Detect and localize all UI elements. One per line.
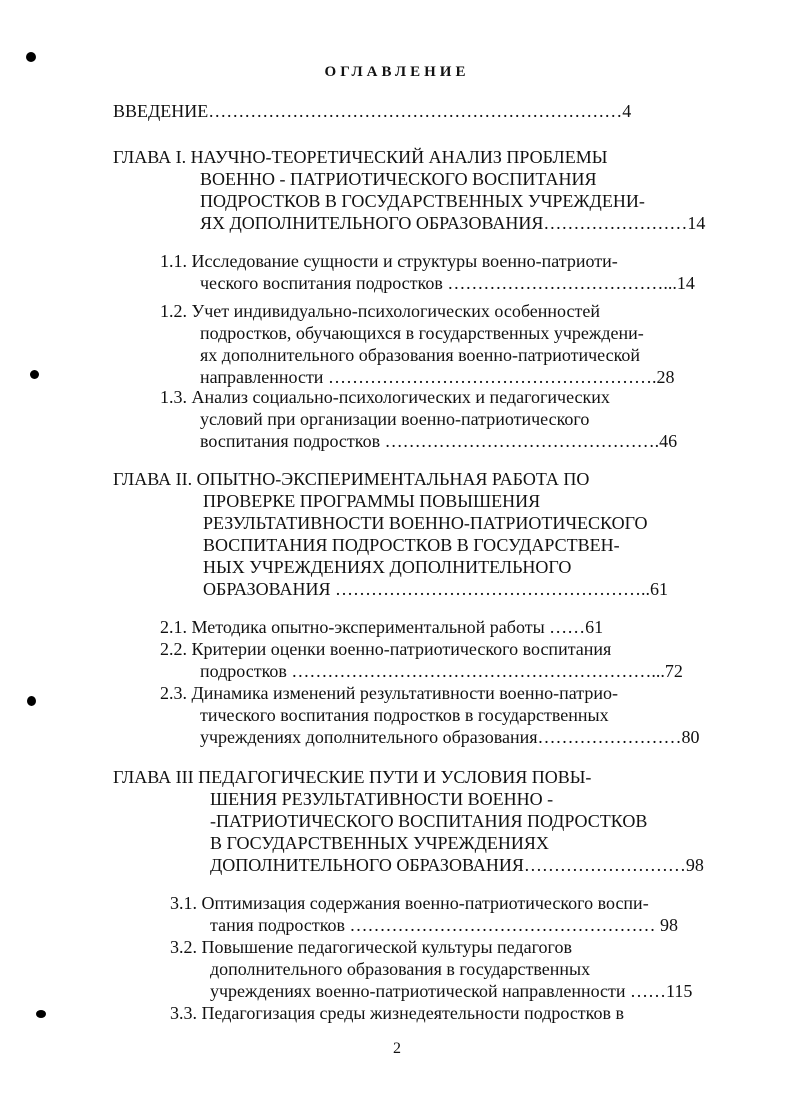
toc-line: 1.1. Исследование сущности и структуры военно-патриоти- (160, 251, 618, 271)
toc-line: ПОДРОСТКОВ В ГОСУДАРСТВЕННЫХ УЧРЕЖДЕНИ- (200, 191, 645, 211)
toc-line: тического воспитания подростков в государственных (200, 705, 609, 725)
toc-line: ГЛАВА III ПЕДАГОГИЧЕСКИЕ ПУТИ И УСЛОВИЯ ПОВЫ- (113, 767, 592, 787)
toc-line: ЯХ ДОПОЛНИТЕЛЬНОГО ОБРАЗОВАНИЯ……………………14 (200, 213, 706, 233)
toc-line: 1.2. Учет индивидуально-психологических особенностей (160, 301, 600, 321)
toc-line: подростков, обучающихся в государственных учреждени- (200, 323, 644, 343)
toc-line: направленности ……………………………………………….28 (200, 367, 675, 387)
toc-line: условий при организации военно-патриотического (200, 409, 590, 429)
toc-line: ях дополнительного образования военно-патриотической (200, 345, 641, 365)
punch-hole-mark (30, 370, 39, 379)
toc-line: РЕЗУЛЬТАТИВНОСТИ ВОЕННО-ПАТРИОТИЧЕСКОГО (203, 513, 648, 533)
toc-line: 3.2. Повышение педагогической культуры педагогов (170, 937, 572, 957)
toc-line: учреждениях военно-патриотической направленности ……115 (210, 981, 693, 1001)
toc-line: ВОЕННО - ПАТРИОТИЧЕСКОГО ВОСПИТАНИЯ (200, 169, 597, 189)
punch-hole-mark (26, 52, 36, 62)
punch-hole-mark (36, 1010, 46, 1018)
toc-line: учреждениях дополнительного образования……………………80 (200, 727, 700, 747)
toc-line: ДОПОЛНИТЕЛЬНОГО ОБРАЗОВАНИЯ………………………98 (210, 855, 704, 875)
toc-line: 1.3. Анализ социально-психологических и педагогических (160, 387, 610, 407)
toc-line: 3.3. Педагогизация среды жизнедеятельности подростков в (170, 1003, 624, 1023)
toc-heading: ОГЛАВЛЕНИЕ (324, 64, 470, 80)
toc-line: дополнительного образования в государственных (210, 959, 591, 979)
toc-line: ческого воспитания подростков ………………………………...14 (200, 273, 695, 293)
toc-line: тания подростков …………………………………………… 98 (210, 915, 679, 935)
toc-line: ОБРАЗОВАНИЯ ……………………………………………..61 (203, 579, 668, 599)
toc-line: воспитания подростков ……………………………………….46 (200, 431, 678, 451)
toc-line: -ПАТРИОТИЧЕСКОГО ВОСПИТАНИЯ ПОДРОСТКОВ (210, 811, 648, 831)
toc-line: В ГОСУДАРСТВЕННЫХ УЧРЕЖДЕНИЯХ (210, 833, 549, 853)
toc-line: ШЕНИЯ РЕЗУЛЬТАТИВНОСТИ ВОЕННО - (210, 789, 554, 809)
toc-line: ПРОВЕРКЕ ПРОГРАММЫ ПОВЫШЕНИЯ (203, 491, 541, 511)
toc-line: 2.2. Критерии оценки военно-патриотического воспитания (160, 639, 612, 659)
toc-line: ВВЕДЕНИЕ……………………………………………………………4 (113, 101, 632, 121)
toc-line: НЫХ УЧРЕЖДЕНИЯХ ДОПОЛНИТЕЛЬНОГО (203, 557, 572, 577)
punch-hole-mark (27, 696, 36, 706)
toc-line: 2.3. Динамика изменений результативности военно-патрио- (160, 683, 618, 703)
toc-line: ГЛАВА I. НАУЧНО-ТЕОРЕТИЧЕСКИЙ АНАЛИЗ ПРОБЛЕМЫ (113, 147, 608, 167)
toc-line: ГЛАВА II. ОПЫТНО-ЭКСПЕРИМЕНТАЛЬНАЯ РАБОТА ПО (113, 469, 590, 489)
toc-line: 3.1. Оптимизация содержания военно-патриотического воспи- (170, 893, 649, 913)
toc-line: ВОСПИТАНИЯ ПОДРОСТКОВ В ГОСУДАРСТВЕН- (203, 535, 620, 555)
toc-line: 2.1. Методика опытно-экспериментальной работы ……61 (160, 617, 604, 637)
page-number: 2 (393, 1040, 401, 1057)
toc-line: подростков ……………………………………………………...72 (200, 661, 683, 681)
